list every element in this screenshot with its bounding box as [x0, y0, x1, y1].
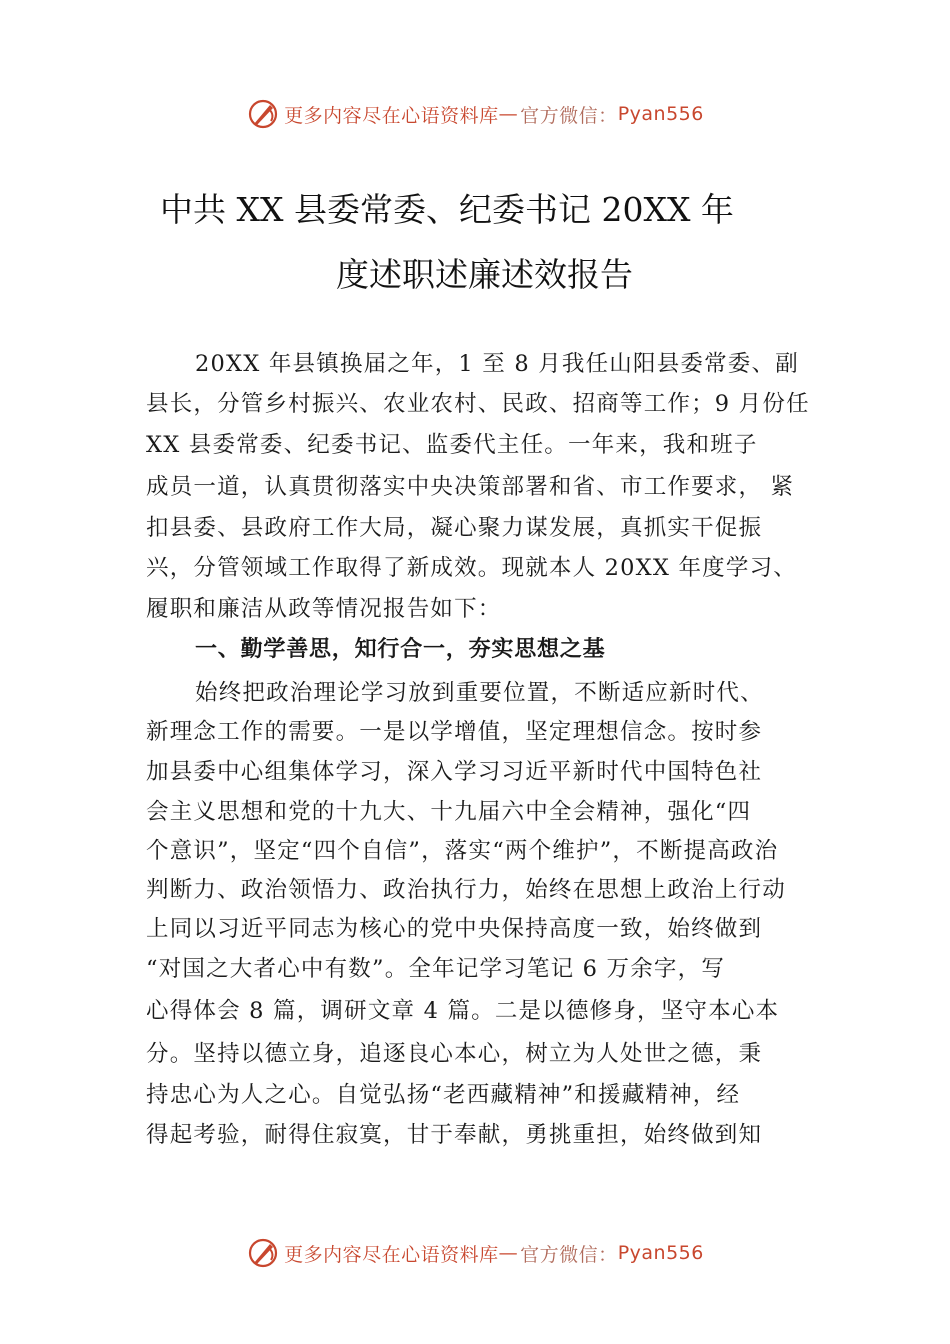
paragraph-2-line: 心得体会 8 篇，调研文章 4 篇。二是以德修身，坚守本心本 — [146, 998, 780, 1024]
paragraph-2-line: 加县委中心组集体学习，深入学习习近平新时代中国特色社 — [146, 759, 763, 785]
paragraph-2-line: 始终把政治理论学习放到重要位置，不断适应新时代、 — [195, 680, 764, 706]
document-title-line-1: 中共 XX 县委常委、纪委书记 20XX 年 — [160, 190, 734, 229]
header-banner — [0, 94, 950, 134]
banner-title: 更多内容尽在心语资料库 — [284, 104, 499, 127]
paragraph-1-line: 履职和廉洁从政等情况报告如下： — [146, 596, 502, 622]
footer-banner — [0, 1233, 950, 1273]
section-heading-1: 一、勤学善思，知行合一，夯实思想之基 — [195, 637, 606, 662]
banner-dash: — — [498, 1242, 519, 1264]
paragraph-2-line: 个意识”，坚定“四个自信”，落实“两个维护”，不断提高政治 — [146, 838, 779, 864]
paragraph-2-line: 判断力、政治领悟力、政治执行力，始终在思想上政治上行动 — [146, 877, 786, 903]
banner-wechat-label: 官方微信： — [520, 1243, 618, 1266]
paragraph-1-line: 成员一道，认真贯彻落实中央决策部署和省、市工作要求， 紧 — [146, 474, 795, 500]
paragraph-2-line: 上同以习近平同志为核心的党中央保持高度一致，始终做到 — [146, 916, 763, 942]
banner-dash: — — [498, 103, 519, 125]
paragraph-1-line: 扣县委、县政府工作大局，凝心聚力谋发展，真抓实干促振 — [146, 515, 763, 541]
paragraph-2-line: 得起考验，耐得住寂寞，甘于奉献，勇挑重担，始终做到知 — [146, 1122, 763, 1148]
quill-logo-icon — [246, 1236, 280, 1270]
banner-wechat-id: Pyan556 — [617, 103, 704, 125]
paragraph-1-line: 兴，分管领域工作取得了新成效。现就本人 20XX 年度学习、 — [146, 555, 797, 581]
paragraph-2-line: 新理念工作的需要。一是以学增值，坚定理想信念。按时参 — [146, 719, 763, 745]
paragraph-2-line: “对国之大者心中有数”。全年记学习笔记 6 万余字，写 — [146, 956, 726, 982]
document-title-line-2: 度述职述廉述效报告 — [336, 255, 633, 294]
quill-logo-icon — [246, 97, 280, 131]
banner-title: 更多内容尽在心语资料库 — [284, 1243, 499, 1266]
paragraph-2-line: 分。坚持以德立身，追逐良心本心，树立为人处世之德，秉 — [146, 1041, 763, 1067]
paragraph-1-line: 县长，分管乡村振兴、农业农村、民政、招商等工作；9 月份任 — [146, 391, 810, 417]
paragraph-1-line: XX 县委常委、纪委书记、监委代主任。一年来，我和班子 — [146, 432, 758, 458]
paragraph-2-line: 持忠心为人之心。自觉弘扬“老西藏精神”和援藏精神，经 — [146, 1082, 741, 1108]
paragraph-2-line: 会主义思想和党的十九大、十九届六中全会精神，强化“四 — [146, 799, 752, 825]
banner-wechat-id: Pyan556 — [617, 1242, 704, 1264]
paragraph-1-line: 20XX 年县镇换届之年，1 至 8 月我任山阳县委常委、副 — [195, 351, 799, 377]
banner-wechat-label: 官方微信： — [520, 104, 618, 127]
